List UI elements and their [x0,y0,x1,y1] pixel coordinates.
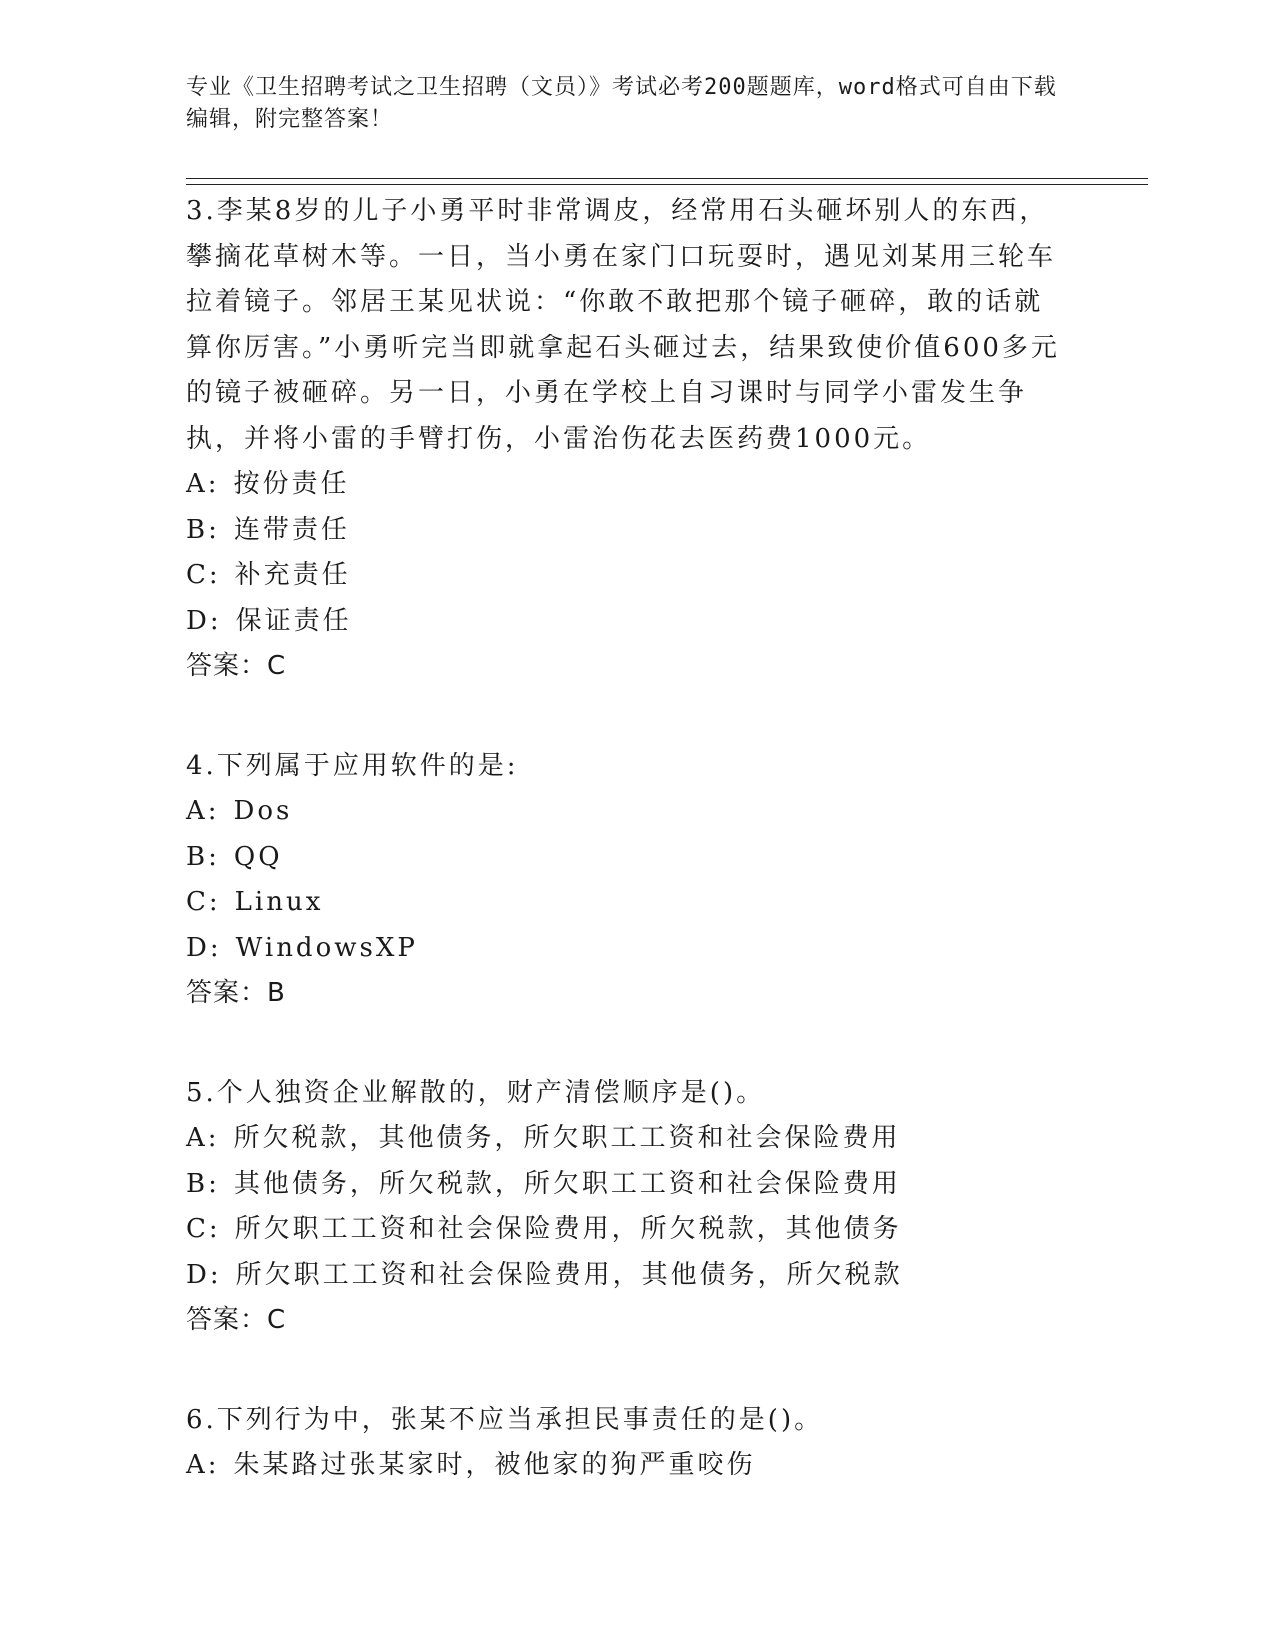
option-text: Linux [234,887,324,917]
option-a [186,1443,1066,1489]
option-text: Dos [233,796,293,826]
header-divider-top [186,178,1148,179]
option-b [186,508,1066,554]
option-text: 朱某路过张某家时，被他家的狗严重咬伤 [233,1450,756,1480]
option-letter: C: [186,1214,221,1244]
option-letter: A: [186,796,220,826]
question-5 [186,1071,1066,1344]
option-c [186,553,1066,599]
option-text: QQ [233,841,283,872]
option-letter: B: [186,841,220,872]
option-letter: D: [186,932,222,963]
header-intro: 专业《卫生招聘考试之卫生招聘（文员）》考试必考200题题库，word格式可自由下载编辑，附完整答案！ [186,75,1057,132]
option-d [186,926,1066,972]
option-b [186,1162,1066,1208]
question-text: 3.李某8岁的儿子小勇平时非常调皮，经常用石头砸坏别人的东西，攀摘花草树木等。一日，当小勇在家门口玩耍时，遇见刘某用三轮车拉着镜子。邻居王某见状说：“你敢不敢把那个镜子砸碎，敢的话就算你厉害。”小勇听完当即就拿起石头砸过去，结果致使价值600多元的镜子被砸碎。另一日，小勇在学校上自习课时与同学小雷发生争执，并将小雷的手臂打伤，小雷治伤花去医药费1000元。 [186,196,1060,454]
option-text: 按份责任 [233,469,350,499]
question-6 [186,1398,1066,1489]
option-a [186,789,1066,835]
page-header [186,72,1066,136]
option-b [186,835,1066,881]
option-c [186,1207,1066,1253]
answer-line: 答案：C [186,1305,287,1335]
option-letter: A: [186,1123,220,1153]
option-d [186,1253,1066,1299]
option-text: 所欠职工工资和社会保险费用，所欠税款，其他债务 [234,1214,902,1244]
question-text: 6.下列行为中，张某不应当承担民事责任的是()。 [186,1404,824,1435]
option-a [186,1116,1066,1162]
header-divider-bottom [186,184,1148,185]
question-list [186,189,1066,1543]
option-letter: D: [186,1259,222,1290]
option-text: 连带责任 [233,514,350,545]
question-3 [186,189,1066,690]
option-letter: C: [186,887,221,917]
option-a [186,462,1066,508]
option-d [186,599,1066,645]
option-letter: A: [186,469,220,499]
answer-line: 答案：B [186,978,286,1008]
question-text: 4.下列属于应用软件的是: [186,750,519,781]
option-text: 补充责任 [234,560,351,590]
option-c [186,880,1066,926]
option-text: 其他债务，所欠税款，所欠职工工资和社会保险费用 [233,1168,901,1199]
option-letter: D: [186,605,222,636]
question-4 [186,744,1066,1017]
option-text: WindowsXP [235,932,418,963]
question-text: 5.个人独资企业解散的，财产清偿顺序是()。 [186,1077,766,1108]
answer-line: 答案：C [186,651,287,681]
option-text: 所欠职工工资和社会保险费用，其他债务，所欠税款 [235,1259,903,1290]
option-letter: A: [186,1450,220,1480]
option-letter: B: [186,514,220,545]
option-letter: B: [186,1168,220,1199]
option-text: 所欠税款，其他债务，所欠职工工资和社会保险费用 [233,1123,901,1153]
option-letter: C: [186,560,221,590]
option-text: 保证责任 [235,605,352,636]
